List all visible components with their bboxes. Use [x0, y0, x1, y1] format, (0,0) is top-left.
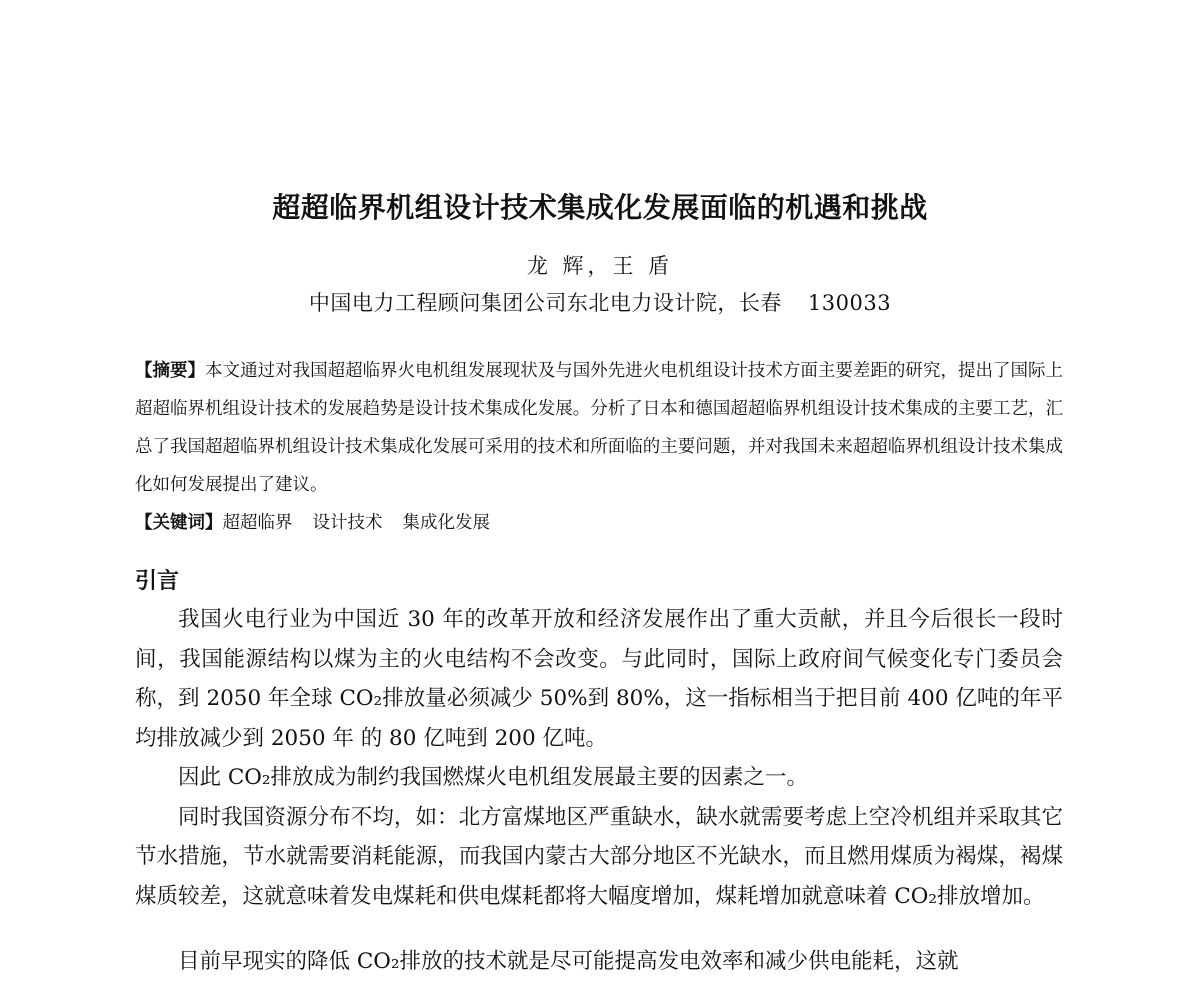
abstract-text: 本文通过对我国超超临界火电机组发展现状及与国外先进火电机组设计技术方面主要差距的研究，提出了国际上超超临界机组设计技术的发展趋势是设计技术集成化发展。分析了日本和德国超超临界机组设计技术集成的主要工艺，汇总了我国超超临界机组设计技术集成化发展可采用的技术和所面临的主要问题，并对我国未来超超临界机组设计技术集成化如何发展提出了建议。	[135, 361, 1064, 495]
keywords	[135, 504, 1063, 542]
abstract	[135, 352, 1063, 504]
truncated-paragraph	[135, 934, 1063, 974]
section-body	[135, 600, 1063, 916]
affiliation-name: 中国电力工程顾问集团公司东北电力设计院，长春	[308, 291, 782, 315]
keyword-item: 集成化发展	[402, 513, 490, 533]
body-paragraph: 我国火电行业为中国近 30 年的改革开放和经济发展作出了重大贡献，并且今后很长一段时间，我国能源结构以煤为主的火电结构不会改变。与此同时，国际上政府间气候变化专门委员会称，到 2050 年全球 CO₂排放量必须减少 50%到 80%，这一指标相当于把目前 400 亿吨的年平均排放减少到 2050 年 的 80 亿吨到 200 亿吨。	[135, 607, 1063, 751]
keywords-label: 【关键词】	[135, 513, 223, 533]
section-heading: 引言	[135, 569, 180, 594]
truncated-paragraph-text: 目前早现实的降低 CO₂排放的技术就是尽可能提高发电效率和减少供电能耗，这就	[178, 949, 959, 974]
paper-title: 超超临界机组设计技术集成化发展面临的机遇和挑战	[272, 191, 928, 224]
keyword-item: 设计技术	[312, 513, 383, 533]
paper-affiliation	[0, 287, 1200, 317]
body-paragraph: 同时我国资源分布不均，如：北方富煤地区严重缺水，缺水就需要考虑上空冷机组并采取其它节水措施，节水就需要消耗能源，而我国内蒙古大部分地区不光缺水，而且燃用煤质为褐煤，褐煤煤质较差，这就意味着发电煤耗和供电煤耗都将大幅度增加，煤耗增加就意味着 CO₂排放增加。	[135, 804, 1063, 909]
body-paragraph: 因此 CO₂排放成为制约我国燃煤火电机组发展最主要的因素之一。	[178, 765, 809, 790]
paper-authors: 龙 辉，王 盾	[526, 254, 674, 278]
abstract-label: 【摘要】	[135, 361, 206, 381]
affiliation-postcode: 130033	[807, 291, 892, 315]
keyword-item: 超超临界	[222, 513, 293, 533]
